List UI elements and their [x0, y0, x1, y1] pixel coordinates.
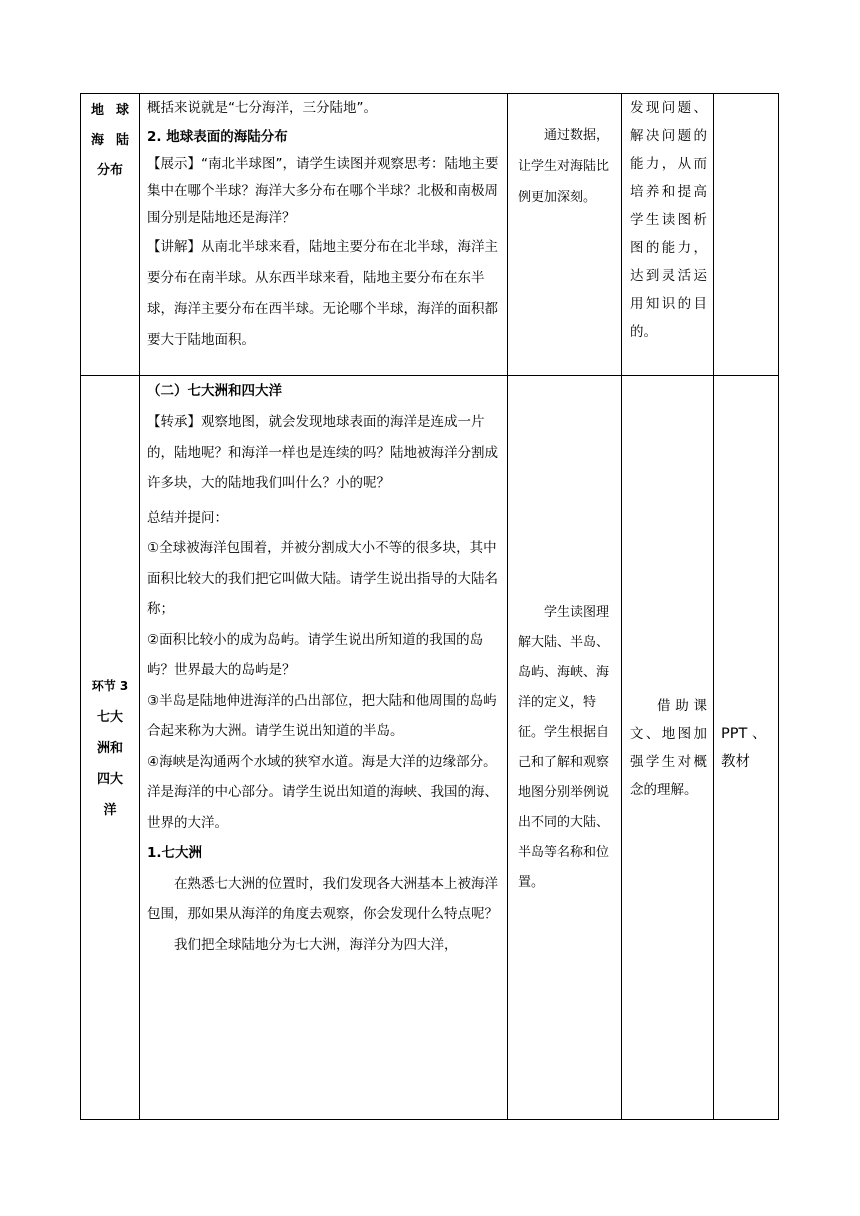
content-paragraph: ②面积比较小的成为岛屿。请学生说出所知道的我国的岛屿？世界最大的岛屿是？ — [147, 631, 484, 678]
lesson-plan-table — [80, 93, 779, 1120]
section-label-line: 分布 — [96, 163, 123, 178]
section-label-line: 洋 — [103, 803, 117, 818]
student-activity-text: 通过数据，让学生对海陆比例更加深刻。 — [518, 128, 610, 205]
section-char: 地 — [91, 103, 105, 118]
resource-text: PPT 、教材 — [721, 725, 767, 770]
content-heading: 1.七大洲 — [147, 845, 203, 861]
content-paragraph: ①全球被海洋包围着，并被分割成大小不等的很多块，其中面积比较大的我们把它叫做大陆。请学生说出指导的大陆名称； — [147, 540, 498, 617]
content-paragraph: 在熟悉七大洲的位置时，我们发现各大洲基本上被海洋包围，那如果从海洋的角度去观察，你会发现什么特点呢？ — [147, 875, 498, 922]
content-paragraph: 我们把全球陆地分为七大洲，海洋分为四大洋， — [174, 936, 458, 953]
student-activity-text: 学生读图理解大陆、半岛、岛屿、海峡、海洋的定义，特征。学生根据自己和了解和观察地图分别举例说出不同的大陆、半岛等名称和位置。 — [518, 604, 610, 890]
content-paragraph: ④海峡是沟通两个水域的狭窄水道。海是大洋的边缘部分。洋是海洋的中心部分。请学生说出知道的海峡、我国的海、世界的大洋。 — [147, 753, 498, 831]
design-intent-cell — [622, 376, 714, 1120]
content-paragraph: 【讲解】从南北半球来看，陆地主要分布在北半球，海洋主要分布在南半球。从东西半球来看，陆地主要分布在东半球，海洋主要分布在西半球。无论哪个半球，海洋的面积都要大于陆地面积。 — [147, 239, 498, 348]
section-label-line: 环节 3 — [91, 679, 129, 693]
section-char: 陆 — [115, 133, 129, 148]
content-heading: （二）七大洲和四大洋 — [147, 383, 282, 399]
content-cell — [140, 376, 508, 1120]
section-char: 球 — [115, 103, 129, 118]
section-cell — [81, 94, 140, 376]
table-row — [81, 94, 779, 376]
content-heading: 2. 地球表面的海陆分布 — [147, 129, 288, 145]
resource-cell — [714, 376, 779, 1120]
section-label-line — [81, 126, 139, 156]
section-char: 海 — [91, 133, 105, 148]
section-cell — [81, 376, 140, 1120]
content-paragraph: 【转承】观察地图，就会发现地球表面的海洋是连成一片的，陆地呢？和海洋一样也是连续的吗？陆地被海洋分割成许多块，大的陆地我们叫什么？小的呢？ — [147, 414, 498, 491]
resource-cell — [714, 94, 779, 376]
section-label-line: 洲和 — [96, 741, 123, 756]
content-paragraph: 总结并提问： — [147, 509, 228, 526]
design-intent-text: 发现问题、解决问题的能力，从而培养和提高学生读图析图的能力，达到灵活运用知识的目的。 — [630, 100, 707, 340]
student-activity-cell — [508, 376, 622, 1120]
student-activity-cell — [508, 94, 622, 376]
section-label-line: 四大 — [96, 772, 123, 787]
design-intent-cell — [622, 94, 714, 376]
section-label-line — [81, 96, 139, 126]
content-cell — [140, 94, 508, 376]
design-intent-text: 借助课文、地图加强学生对概念的理解。 — [630, 697, 707, 798]
content-paragraph: 【展示】“南北半球图”，请学生读图并观察思考：陆地主要集中在哪个半球？海洋大多分布在哪个半球？北极和南极周围分别是陆地还是海洋？ — [147, 156, 499, 226]
table-row — [81, 376, 779, 1120]
section-label-line: 七大 — [96, 710, 123, 725]
content-paragraph: ③半岛是陆地伸进海洋的凸出部位，把大陆和他周围的岛屿合起来称为大洲。请学生说出知道的半岛。 — [147, 692, 497, 739]
content-paragraph: 概括来说就是“七分海洋，三分陆地”。 — [147, 100, 377, 116]
